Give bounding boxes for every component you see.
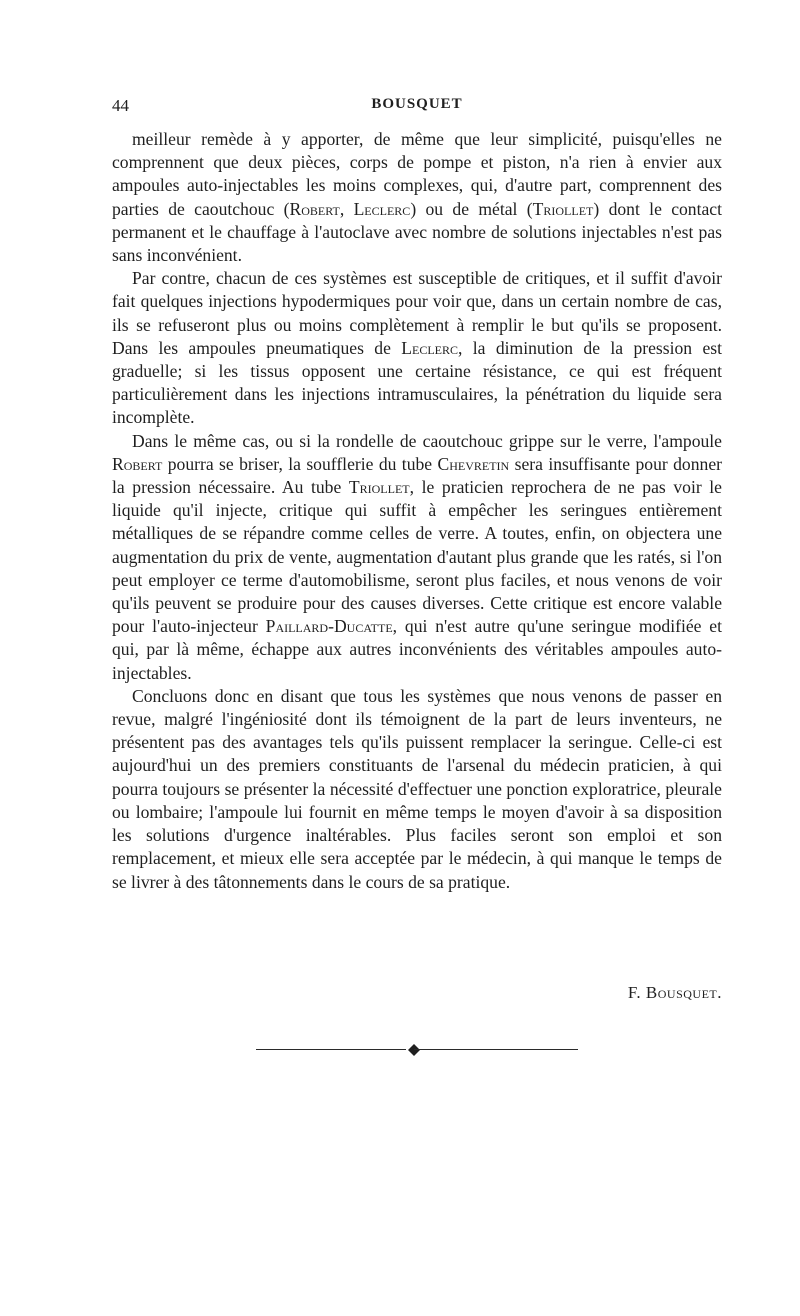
author-name: Chevretin [437,453,510,474]
author-name: Triollet [348,477,410,498]
text-run: sera insuffisante pour donner la pression nécessaire. Au tube [112,453,722,498]
text-run: , qui n'est autre qu'une seringue modifiée et qui, par là même, échappe aux autres inconvénients des véritables ampoules auto-injectables. [112,616,722,683]
signature-initial: F. [627,983,642,1002]
separator-line-right [414,1049,578,1050]
author-name: Paillard-Ducatte [265,616,393,637]
text-run: Par contre, chacun de ces systèmes est susceptible de critiques, et il suffit d'avoir fait quelques injections hypodermiques pour voir que, dans un certain nombre de cas, ils se refuseront plus ou moins complètement à remplir le but qu'ils se proposent. Dans les ampoules pneumatiques de [112,268,722,358]
section-separator [256,1043,578,1057]
author-name: Triollet [532,198,594,219]
paragraph-3 [112,430,722,685]
text-run: Dans le même cas, ou si la rondelle de caoutchouc grippe sur le verre, l'ampoule [132,430,722,451]
author-name: Robert [289,198,340,219]
text-run: ) ou de métal ( [410,198,533,219]
signature-name: Bousquet. [645,983,722,1002]
article-body [112,128,722,894]
text-run: Concluons donc en disant que tous les systèmes que nous venons de passer en revue, malgré l'ingéniosité dont ils témoignent de la part de leurs inventeurs, ne présentent pas des avantages tels qu'ils puissent remplacer la seringue. Celle-ci est aujourd'hui un des premiers constituants de l'arsenal du médecin praticien, à qui pourra toujours se présenter la nécessité d'effectuer une ponction exploratrice, pleurale ou lombaire; l'ampoule lui fournit en même temps le moyen d'avoir à sa disposition les solutions d'urgence inaltérables. Plus faciles seront son emploi et son remplacement, et mieux elle sera acceptée par le médecin, à qui manque le temps de se livrer à des tâtonnements dans le cours de sa pratique. [112,685,722,892]
author-name: Leclerc [401,337,459,358]
separator-line-left [256,1049,406,1050]
text-run: pourra se briser, la soufflerie du tube [162,453,438,474]
text-run: , la diminution de la pression est graduelle; si les tissus opposent une certaine résistance, ce qui est fréquent particulièrement dans les injections intramusculaires, la pénétration du liquide sera incomplète. [112,337,722,428]
text-run: , le praticien reprochera de ne pas voir le liquide qu'il injecte, critique qui suffit à empêcher les seringues entièrement métalliques de se répandre comme celles de verre. A toutes, enfin, on objectera une augmentation du prix de vente, augmentation d'autant plus grande que les ratés, si l'on peut employer ce terme d'automobilisme, seront plus faciles, et nous venons de voir qu'ils peuvent se produire pour des causes diverses. Cette critique est encore valable pour l'auto-injecteur [112,477,722,637]
signature [628,983,722,1003]
paragraph-4 [112,685,722,894]
text-run: meilleur remède à y apporter, de même que leur simplicité, puisqu'elles ne comprennent que deux pièces, corps de pompe et piston, n'a rien à envier aux ampoules auto-injectables les moins complexes, qui, d'autre part, comprennent des parties de caoutchouc ( [112,129,722,219]
running-head: BOUSQUET [371,96,463,112]
text-run: , [339,198,354,219]
author-name: Robert [112,453,163,474]
author-name: Leclerc [353,198,411,219]
paragraph-1 [112,128,722,267]
page-number: 44 [112,96,129,115]
paragraph-2 [112,267,722,429]
page-header [112,96,722,118]
text-run: ) dont le contact permanent et le chauffage à l'autoclave avec nombre de solutions injectables n'est pas sans inconvénient. [112,198,723,266]
